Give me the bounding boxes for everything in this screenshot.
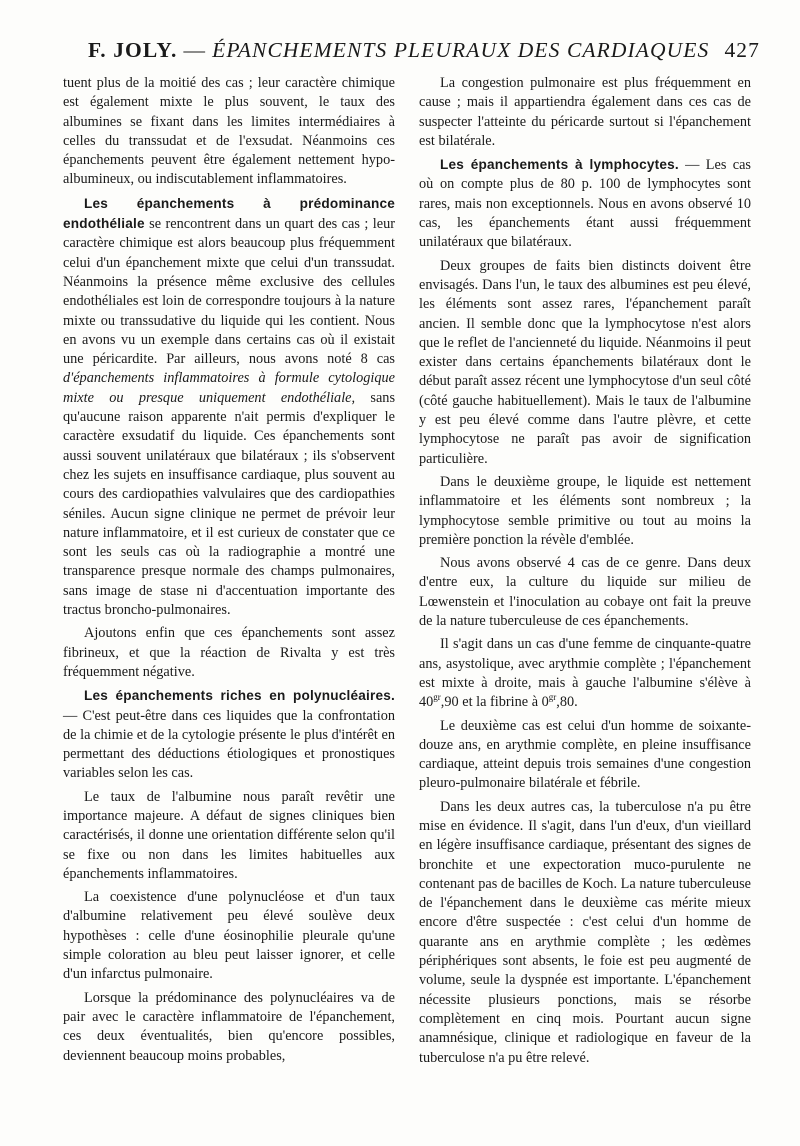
paragraph: Lorsque la prédominance des polynucléaires va de pair avec le caractère inflammatoire de l'épanchement, ces deux éventualités, bien qu'encore possibles, deviennent beaucoup moins probables, bbox=[63, 989, 395, 1064]
paragraph-case-one bbox=[419, 635, 751, 712]
paragraph: Deux groupes de faits bien distincts doivent être envisagés. Dans l'un, le taux des albumines est peu élevé, les éléments sont assez rares, l'épanchement paraît ancien. Il semble donc que la lymphocytose n'est alors que le reflet de l'ancienneté du liquide. Néanmoins il peut exister dans certains épanchements bilatéraux dont le début paraît assez récent une lymphocytose d'un seul côté (côté gauche habituellement). Mais le taux de l'albumine y est peu élevé comme dans l'autre plèvre, et cette lymphocytose ne paraît pas avoir de signification particulière. bbox=[419, 257, 751, 467]
paragraph-text: ,90 et la fibrine à 0 bbox=[440, 694, 549, 711]
section-heading: Les épanchements riches en polynucléaires. bbox=[84, 688, 395, 704]
paragraph: La congestion pulmonaire est plus fréquemment en cause ; mais il appartiendra également dans ces cas de suspecter l'atteinte du péricarde surtout si l'épanchement est bilatérale. bbox=[419, 75, 751, 149]
section-heading: Les épanchements à prédominance endothéliale bbox=[63, 195, 395, 232]
running-header bbox=[88, 38, 760, 68]
right-column bbox=[419, 74, 751, 1072]
paragraph-text: sans qu'aucune raison apparente n'ait permis d'expliquer le caractère exsudatif du liquide. Ces épanchements sont aussi souvent unilatéraux que bilatéraux ; ils s'observent chez les sujets en insuffisance cardiaque, plus souvent au cours des cardiopathies valvulaires que des cardiopathies séniles. Aucun signe clinique ne permet de prévoir leur nature inflammatoire, et il est curieux de constater que ce sont les seuls cas où la radiographie a montré une transparence presque normale des champs pulmonaires, sans image de stase ni d'accentuation importante des tractus broncho-pulmonaires. bbox=[63, 389, 396, 619]
unit-superscript: gr bbox=[548, 692, 557, 703]
unit-superscript: gr bbox=[433, 692, 441, 703]
left-column bbox=[63, 74, 395, 1070]
paragraph: Dans les deux autres cas, la tuberculose n'a pu être mise en évidence. Il s'agit, dans l'un d'eux, d'un vieillard en légère insuffisance cardiaque, présentant des signes de bronchite et une expectoration muco-purulente ne contenant pas de bacilles de Koch. La nature tuberculeuse de l'épanchement dans le deuxième cas mérite mieux encore d'être suspectée : c'est celui d'un homme de quarante ans en arythmie complète ; les œdèmes périphériques sont absents, le foie est peu augmenté de volume, seule la dyspnée est importante. L'épanchement nécessite plusieurs ponctions, mais se résorbe complètement en cinq mois. Pourtant aucun signe anamnésique, clinique et radiologique en faveur de la tuberculose n'a pu être relevé. bbox=[419, 798, 751, 1066]
header-separator: — bbox=[183, 38, 207, 62]
paragraph-text: Il s'agit dans un cas d'une femme de cinquante-quatre ans, asystolique, avec arythmie complète ; l'épanchement est mixte à droite, mais à gauche l'albumine s'élève à 40 bbox=[419, 636, 751, 711]
page-number: 427 bbox=[724, 38, 760, 62]
paragraph: Ajoutons enfin que ces épanchements sont assez fibrineux, et que la réaction de Rivalta y est très fréquemment négative. bbox=[63, 625, 395, 680]
paragraph: tuent plus de la moitié des cas ; leur caractère chimique est également mixte le plus souvent, le taux des albumines se fixant dans les limites intermédiaires à celles du transsudat et de l'exsudat. Néanmoins ces épanchements peuvent être également nettement hypo-albumineux, ou indiscutablement inflammatoires. bbox=[63, 75, 395, 188]
italic-text: d'épanchements inflammatoires à formule cytologique mixte ou presque uniquement endothéliale, bbox=[63, 370, 395, 406]
paragraph-polynuclear bbox=[63, 686, 395, 783]
paragraph-lymphocytes bbox=[419, 155, 751, 252]
header-author: F. JOLY. bbox=[88, 38, 178, 62]
paragraph-text: se rencontrent dans un quart des cas ; leur caractère chimique est alors beaucoup plus fréquemment celui d'un épanchement mixte que celui d'un transsudat. Néanmoins la présence même exclusive des cellules endothéliales est loin de correspondre toujours à la nature mixte ou transsudative du liquide qui les contient. Nous en avons vu un exemple dans certains cas où il existait une péricardite. Par ailleurs, nous avons noté 8 cas bbox=[63, 216, 395, 368]
paragraph: Nous avons observé 4 cas de ce genre. Dans deux d'entre eux, la culture du liquide sur milieu de Lœwenstein et l'inoculation au cobaye ont fait la preuve de la nature tuberculeuse de ces épanchements. bbox=[419, 555, 751, 630]
paragraph: Le taux de l'albumine nous paraît revêtir une importance majeure. A défaut de signes cliniques bien caractérisés, il donne une orientation différente selon qu'il se fixe ou non dans les limites habituelles aux épanchements inflammatoires. bbox=[63, 788, 395, 882]
paragraph-text: — Les cas où on compte plus de 80 p. 100 de lymphocytes sont rares, mais non exceptionnels. Nous en avons observé 10 cas, les épanchements étant aussi fréquemment unilatéraux que bilatéraux. bbox=[419, 157, 751, 251]
header-title: ÉPANCHEMENTS PLEURAUX DES CARDIAQUES bbox=[212, 38, 710, 62]
paragraph: Dans le deuxième groupe, le liquide est nettement inflammatoire et les éléments sont nombreux ; la lymphocytose semble primitive ou tout au moins la première ponction la révèle d'emblée. bbox=[419, 473, 751, 548]
paragraph-endothelial bbox=[63, 194, 395, 621]
section-heading: Les épanchements à lymphocytes. bbox=[440, 157, 679, 173]
paragraph-text: ,80. bbox=[556, 694, 578, 711]
paragraph: Le deuxième cas est celui d'un homme de soixante-douze ans, en arythmie complète, en pleine insuffisance cardiaque, atteint depuis trois semaines d'une congestion pleuro-pulmonaire bilatérale et fébrile. bbox=[419, 717, 751, 792]
paragraph: La coexistence d'une polynucléose et d'un taux d'albumine relativement peu élevé soulève deux hypothèses : celle d'une éosinophilie pleurale qu'une simple coloration au bleu peut laisser ignorer, et celle d'un infarctus pulmonaire. bbox=[63, 889, 395, 983]
paragraph-text: — C'est peut-être dans ces liquides que la confrontation de la chimie et de la cytologie présente le plus d'intérêt en permettant des déductions étiologiques et pronostiques variables selon les cas. bbox=[63, 707, 395, 782]
